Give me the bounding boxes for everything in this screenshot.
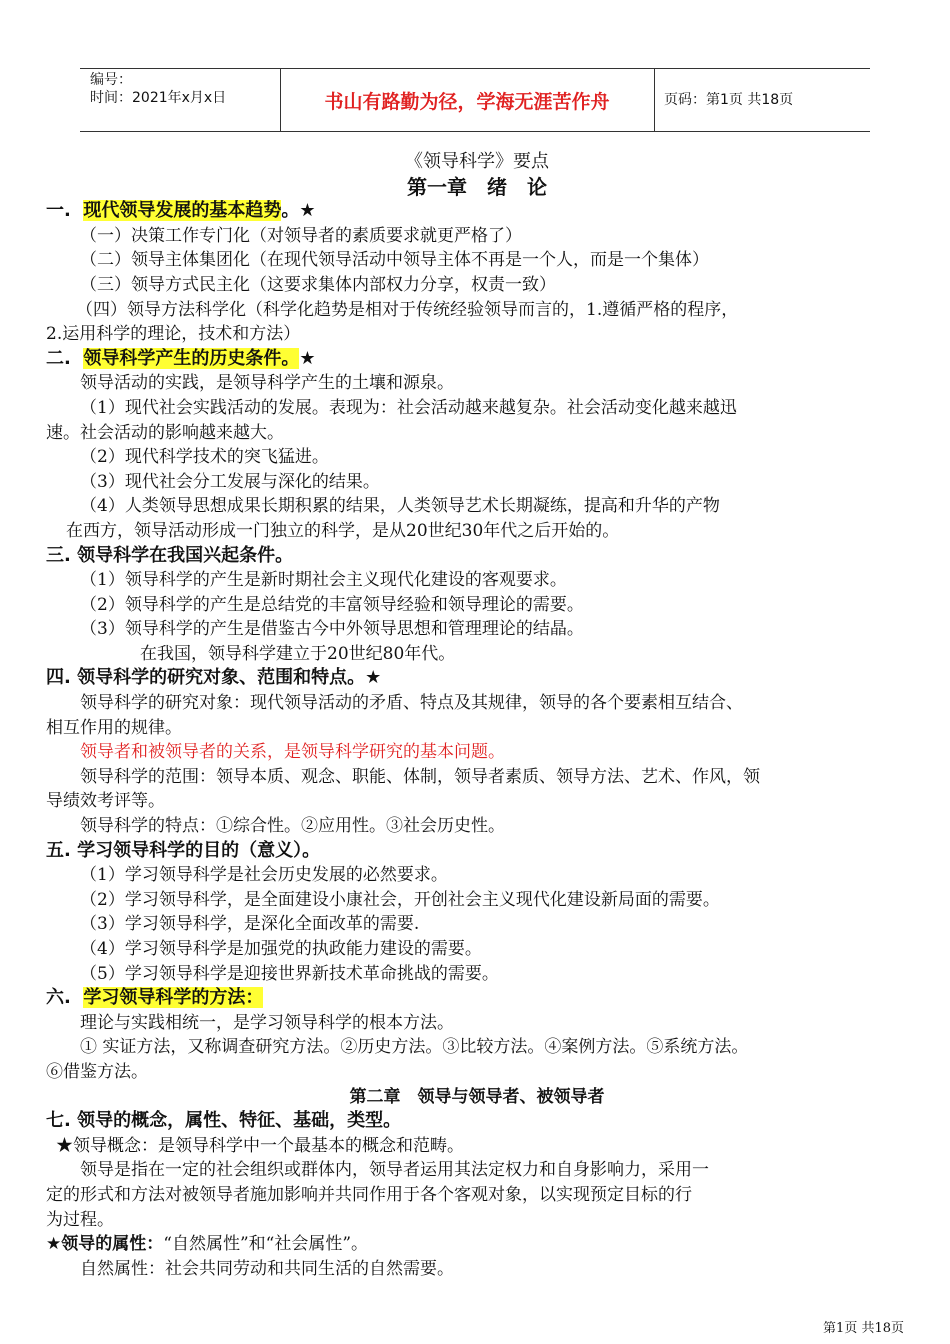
s1-line: （三）领导方式民主化（这要求集体内部权力分享，权责一致） — [80, 274, 556, 295]
s2-line: （4）人类领导思想成果长期积累的结果，人类领导艺术长期凝练，提高和升华的产物 — [80, 496, 720, 517]
section-1-number: 一. — [46, 200, 71, 222]
s2-line: 速。社会活动的影响越来越大。 — [46, 422, 284, 443]
s5-line: （5）学习领导科学是迎接世界新技术革命挑战的需要。 — [80, 963, 499, 984]
s2-line: 在西方，领导活动形成一门独立的科学，是从20世纪30年代之后开始的。 — [66, 520, 620, 541]
section-1-star: 。★ — [281, 200, 316, 222]
s4-key-point: 领导者和被领导者的关系，是领导科学研究的基本问题。 — [80, 742, 505, 763]
section-3-heading: 三. 领导科学在我国兴起条件。 — [46, 544, 294, 566]
s5-line: （1）学习领导科学是社会历史发展的必然要求。 — [80, 865, 448, 886]
header-table — [80, 68, 870, 132]
s2-line: （2）现代科学技术的突飞猛进。 — [80, 447, 329, 468]
s4-line: 相互作用的规律。 — [46, 717, 182, 738]
page-label: 页码：第1页 共18页 — [664, 92, 794, 108]
s4-line: 领导科学的范围：领导本质、观念、职能、体制，领导者素质、领导方法、艺术、作风，领 — [80, 766, 760, 787]
s3-line: （3）领导科学的产生是借鉴古今中外领导思想和管理理论的结晶。 — [80, 619, 584, 640]
chapter-2-title: 第二章 领导与领导者、被领导者 — [349, 1086, 605, 1107]
section-7-heading: 七. 领导的概念，属性、特征、基础，类型。 — [46, 1110, 402, 1132]
section-6-heading — [46, 986, 908, 1011]
s2-line: 领导活动的实践，是领导科学产生的土壤和源泉。 — [80, 373, 454, 394]
document-body — [46, 150, 908, 1281]
s3-line: （1）领导科学的产生是新时期社会主义现代化建设的客观要求。 — [80, 570, 567, 591]
section-2-heading — [46, 347, 908, 372]
footer-page-number: 第1页 共18页 — [823, 1321, 904, 1336]
s7-attributes-tail: “自然属性”和“社会属性”。 — [163, 1234, 369, 1255]
header-left-cell — [80, 69, 281, 131]
s3-line: 在我国，领导科学建立于20世纪80年代。 — [140, 643, 456, 664]
s7-line: 为过程。 — [46, 1209, 114, 1230]
s4-line: 领导科学的特点：①综合性。②应用性。③社会历史性。 — [80, 816, 505, 837]
s5-line: （2）学习领导科学，是全面建设小康社会，开创社会主义现代化建设新局面的需要。 — [80, 889, 720, 910]
s6-line: ① 实证方法，又称调查研究方法。②历史方法。③比较方法。④案例方法。⑤系统方法。 — [80, 1037, 749, 1058]
s2-line: （1）现代社会实践活动的发展。表现为：社会活动越来越复杂。社会活动变化越来越迅 — [80, 397, 737, 418]
s7-line: 领导是指在一定的社会组织或群体内，领导者运用其法定权力和自身影响力，采用一 — [80, 1160, 709, 1181]
s4-line: 导绩效考评等。 — [46, 791, 165, 812]
section-2-number: 二. — [46, 347, 71, 369]
s7-attributes-line — [46, 1232, 908, 1257]
section-4-heading: 四. 领导科学的研究对象、范围和特点。★ — [46, 667, 382, 689]
s3-line: （2）领导科学的产生是总结党的丰富领导经验和领导理论的需要。 — [80, 594, 584, 615]
doc-title: 《领导科学》要点 — [405, 151, 549, 172]
section-1-title: 现代领导发展的基本趋势 — [83, 200, 282, 222]
header-page-cell — [654, 69, 870, 131]
motto: 书山有路勤为径，学海无涯苦作舟 — [324, 90, 610, 113]
s7-line: ★领导概念：是领导科学中一个最基本的概念和范畴。 — [56, 1135, 464, 1156]
date-label: 时间：2021年x月x日 — [90, 90, 227, 106]
s1-line: （四）领导方法科学化（科学化趋势是相对于传统经验领导而言的，1.遵循严格的程序， — [76, 299, 739, 320]
section-1-heading — [46, 199, 908, 224]
number-label: 编号： — [90, 72, 132, 88]
section-2-title: 领导科学产生的历史条件。 — [83, 347, 300, 369]
s1-line: （一）决策工作专门化（对领导者的素质要求就更严格了） — [80, 225, 522, 246]
section-2-star: ★ — [299, 347, 316, 369]
s6-line: 理论与实践相统一，是学习领导科学的根本方法。 — [80, 1012, 454, 1033]
section-5-heading: 五. 学习领导科学的目的（意义）。 — [46, 839, 321, 861]
s2-line: （3）现代社会分工发展与深化的结果。 — [80, 471, 380, 492]
s7-line: 自然属性：社会共同劳动和共同生活的自然需要。 — [80, 1258, 454, 1279]
chapter-1-title: 第一章 绪 论 — [407, 174, 547, 199]
header-motto-cell — [280, 69, 655, 131]
s6-line: ⑥借鉴方法。 — [46, 1061, 148, 1082]
section-6-number: 六. — [46, 987, 71, 1009]
s7-attributes-head: ★领导的属性： — [46, 1234, 164, 1255]
s5-line: （3）学习领导科学，是深化全面改革的需要. — [80, 914, 420, 935]
s1-line: 2.运用科学的理论，技术和方法） — [46, 324, 301, 345]
section-6-title: 学习领导科学的方法： — [83, 987, 264, 1009]
s5-line: （4）学习领导科学是加强党的执政能力建设的需要。 — [80, 939, 482, 959]
s4-line: 领导科学的研究对象：现代领导活动的矛盾、特点及其规律，领导的各个要素相互结合、 — [80, 693, 743, 714]
s1-line: （二）领导主体集团化（在现代领导活动中领导主体不再是一个人，而是一个集体） — [80, 250, 709, 271]
s7-line: 定的形式和方法对被领导者施加影响并共同作用于各个客观对象，以实现预定目标的行 — [46, 1184, 692, 1205]
